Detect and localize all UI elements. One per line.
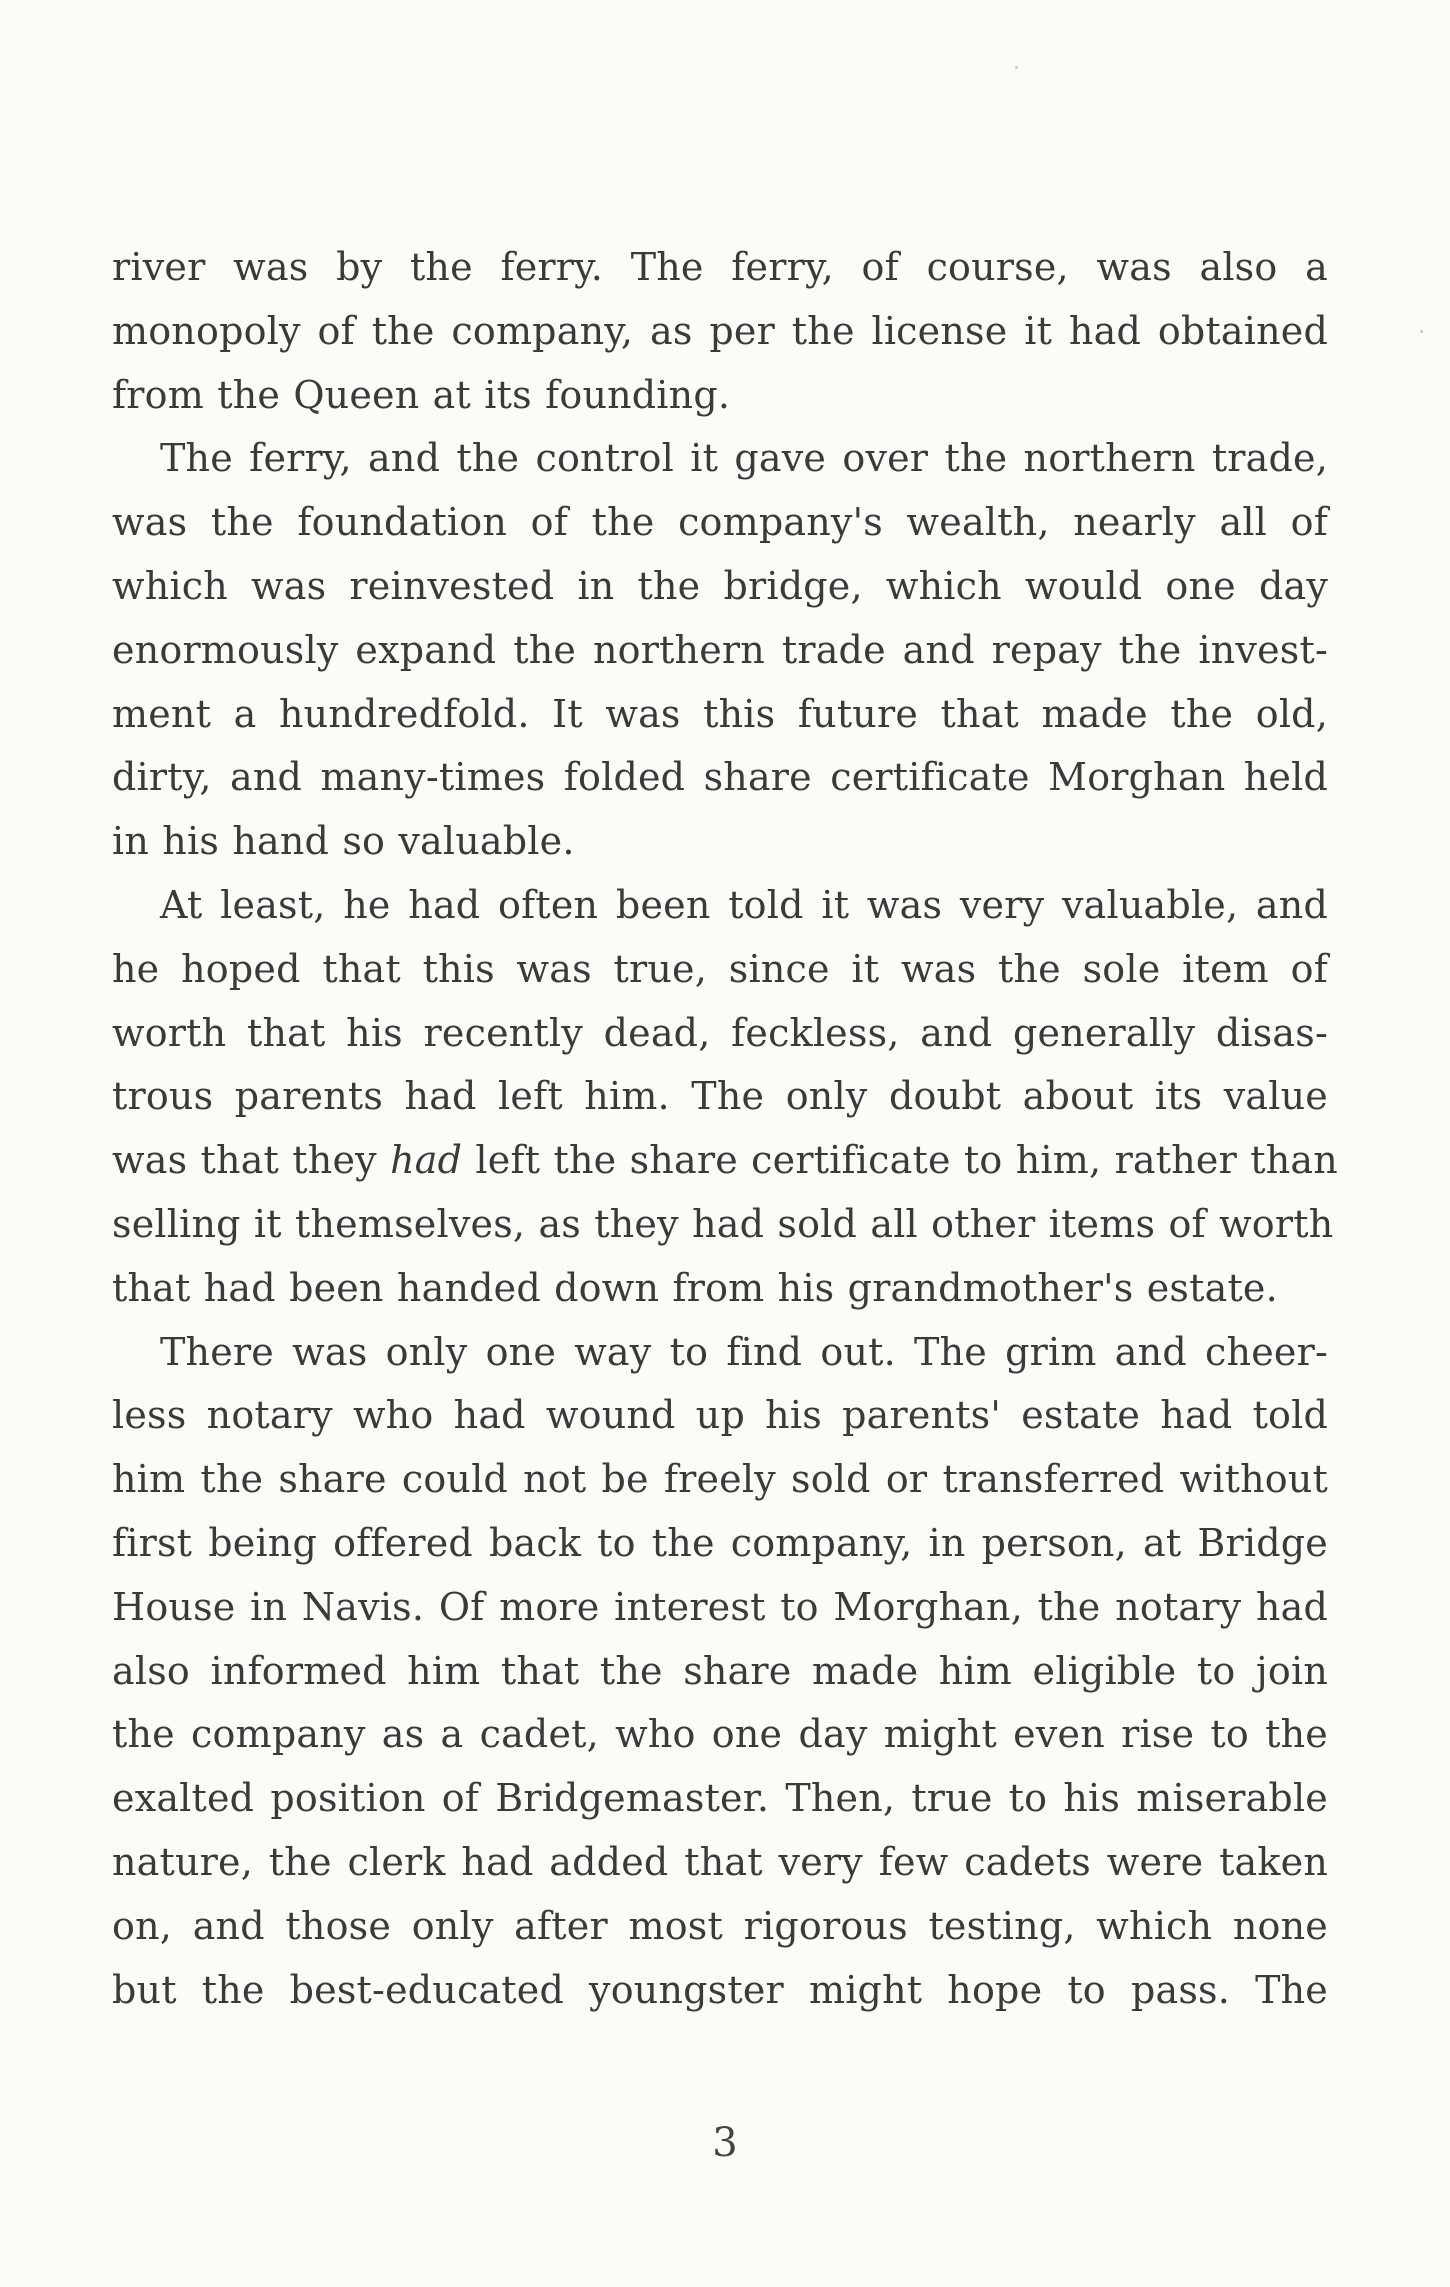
body-text: [112, 236, 1338, 2022]
text-line: exalted position of Bridgemaster. Then, true to his miserable: [112, 1776, 1328, 1821]
paper-speck: [1420, 330, 1423, 333]
text-run: was that they: [112, 1138, 391, 1183]
text-line: At least, he had often been told it was very valuable, and: [160, 882, 1328, 927]
paper-speck: [1015, 66, 1018, 69]
text-line: worth that his recently dead, feckless, and generally disas-: [112, 1010, 1328, 1055]
italic-word: had: [390, 1138, 463, 1183]
text-line: first being offered back to the company, in person, at Bridge: [112, 1520, 1328, 1565]
paragraph: [112, 874, 1338, 1321]
text-line: trous parents had left him. The only doubt about its value: [112, 1074, 1328, 1119]
text-line: ment a hundredfold. It was this future that made the old,: [112, 691, 1328, 736]
paragraph: [112, 427, 1328, 874]
paragraph: [112, 1321, 1328, 2023]
text-run: left the share certificate to him, rather than: [462, 1138, 1338, 1183]
text-line-with-italic: [112, 1129, 1338, 1193]
text-line: the company as a cadet, who one day might even rise to the: [112, 1712, 1328, 1757]
text-line: There was only one way to find out. The grim and cheer-: [160, 1329, 1328, 1374]
text-line: but the best-educated youngster might hope to pass. The: [112, 1967, 1328, 2012]
text-line: The ferry, and the control it gave over the northern trade,: [160, 436, 1328, 481]
text-line: he hoped that this was true, since it was the sole item of: [112, 946, 1328, 991]
page-number: 3: [712, 2120, 738, 2166]
text-line: monopoly of the company, as per the license it had obtained: [112, 308, 1328, 353]
text-line: was the foundation of the company's wealth, nearly all of: [112, 500, 1328, 545]
text-line: dirty, and many-times folded share certificate Morghan held: [112, 755, 1328, 800]
text-line: from the Queen at its founding.: [112, 372, 731, 417]
text-line: House in Navis. Of more interest to Morghan, the notary had: [112, 1584, 1328, 1629]
text-line: in his hand so valuable.: [112, 819, 575, 864]
text-line: selling it themselves, as they had sold all other items of worth: [112, 1201, 1334, 1246]
text-line: river was by the ferry. The ferry, of course, was also a: [112, 245, 1328, 289]
text-line: on, and those only after most rigorous testing, which none: [112, 1903, 1328, 1948]
text-line: nature, the clerk had added that very few cadets were taken: [112, 1839, 1328, 1884]
text-line: also informed him that the share made him eligible to join: [112, 1648, 1328, 1693]
paragraph: [112, 236, 1328, 427]
text-line: which was reinvested in the bridge, which would one day: [112, 563, 1328, 608]
text-line: enormously expand the northern trade and repay the invest-: [112, 627, 1328, 672]
text-line: less notary who had wound up his parents' estate had told: [112, 1393, 1328, 1438]
text-line: that had been handed down from his grandmother's estate.: [112, 1265, 1278, 1310]
text-line: him the share could not be freely sold or transferred without: [112, 1457, 1328, 1502]
